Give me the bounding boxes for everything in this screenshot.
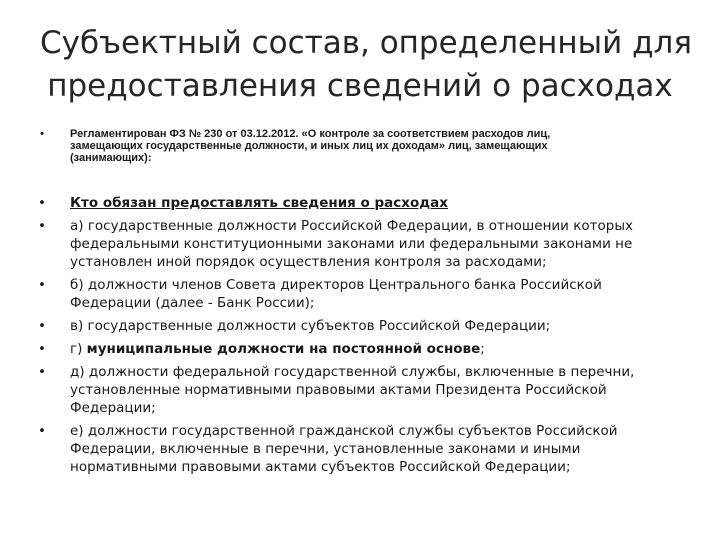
item-f-line-3: нормативными правовыми актами субъектов Российской Федерации; xyxy=(70,459,571,475)
bullet-icon: • xyxy=(38,195,46,211)
bullet-icon: • xyxy=(38,277,46,293)
item-f-text xyxy=(70,422,686,476)
item-d-text xyxy=(70,340,686,358)
intro-text xyxy=(70,128,686,164)
item-e xyxy=(36,363,686,417)
bullet-icon: • xyxy=(38,318,46,334)
slide-title-line-1: Субъектный состав, определенный для xyxy=(40,25,692,61)
intro-line-3: (занимающих): xyxy=(70,152,152,164)
bullet-icon: • xyxy=(38,341,46,357)
item-d xyxy=(36,340,686,358)
item-a xyxy=(36,217,686,271)
intro-line-1: Регламентирован ФЗ № 230 от 03.12.2012. «О контроле за соответствием расходов лиц, xyxy=(70,128,551,140)
item-f-line-1: е) должности государственной гражданской службы субъектов Российской xyxy=(70,423,618,439)
intro-line-2: замещающих государственные должности, и иных лиц их доходам» лиц, замещающих xyxy=(70,140,548,152)
item-d-emphasis: муниципальные должности на постоянной основе xyxy=(86,341,481,357)
item-a-line-1: а) государственные должности Российской Федерации, в отношении которых xyxy=(70,218,634,234)
item-d-prefix: г) xyxy=(70,341,87,357)
item-c-line-1: в) государственные должности субъектов Российской Федерации; xyxy=(70,318,551,334)
item-b-text xyxy=(70,276,686,312)
item-f xyxy=(36,422,686,476)
item-e-line-2: установленные нормативными правовыми актами Президента Российской xyxy=(70,382,607,398)
item-a-line-3: установлен иной порядок осуществления контроля за расходами; xyxy=(70,254,547,270)
slide-title-line-2: предоставления сведений о расходах xyxy=(47,68,673,104)
intro-bullet xyxy=(36,128,686,164)
item-d-suffix: ; xyxy=(480,341,485,357)
bullet-icon: • xyxy=(38,364,46,380)
item-e-text xyxy=(70,363,686,417)
item-c-text xyxy=(70,317,686,335)
item-a-text xyxy=(70,217,686,271)
heading-bullet xyxy=(36,194,686,212)
item-e-line-1: д) должности федеральной государственной службы, включенные в перечни, xyxy=(70,364,635,380)
bullet-list xyxy=(36,128,686,481)
item-a-line-2: федеральными конституционными законами или федеральными законами не xyxy=(70,236,633,252)
bullet-icon: • xyxy=(38,218,46,234)
item-c xyxy=(36,317,686,335)
heading-text: Кто обязан предоставлять сведения о расходах xyxy=(70,195,448,211)
item-d-line-1 xyxy=(70,340,686,358)
item-e-line-3: Федерации; xyxy=(70,400,156,416)
item-b-line-1: б) должности членов Совета директоров Центрального банка Российской xyxy=(70,277,602,293)
item-f-line-2: Федерации, включенные в перечни, установленные законами и иными xyxy=(70,441,581,457)
item-b-line-2: Федерации (далее - Банк России); xyxy=(70,295,315,311)
bullet-icon: • xyxy=(40,128,44,140)
item-b xyxy=(36,276,686,312)
bullet-icon: • xyxy=(38,423,46,439)
slide-title xyxy=(40,22,692,108)
